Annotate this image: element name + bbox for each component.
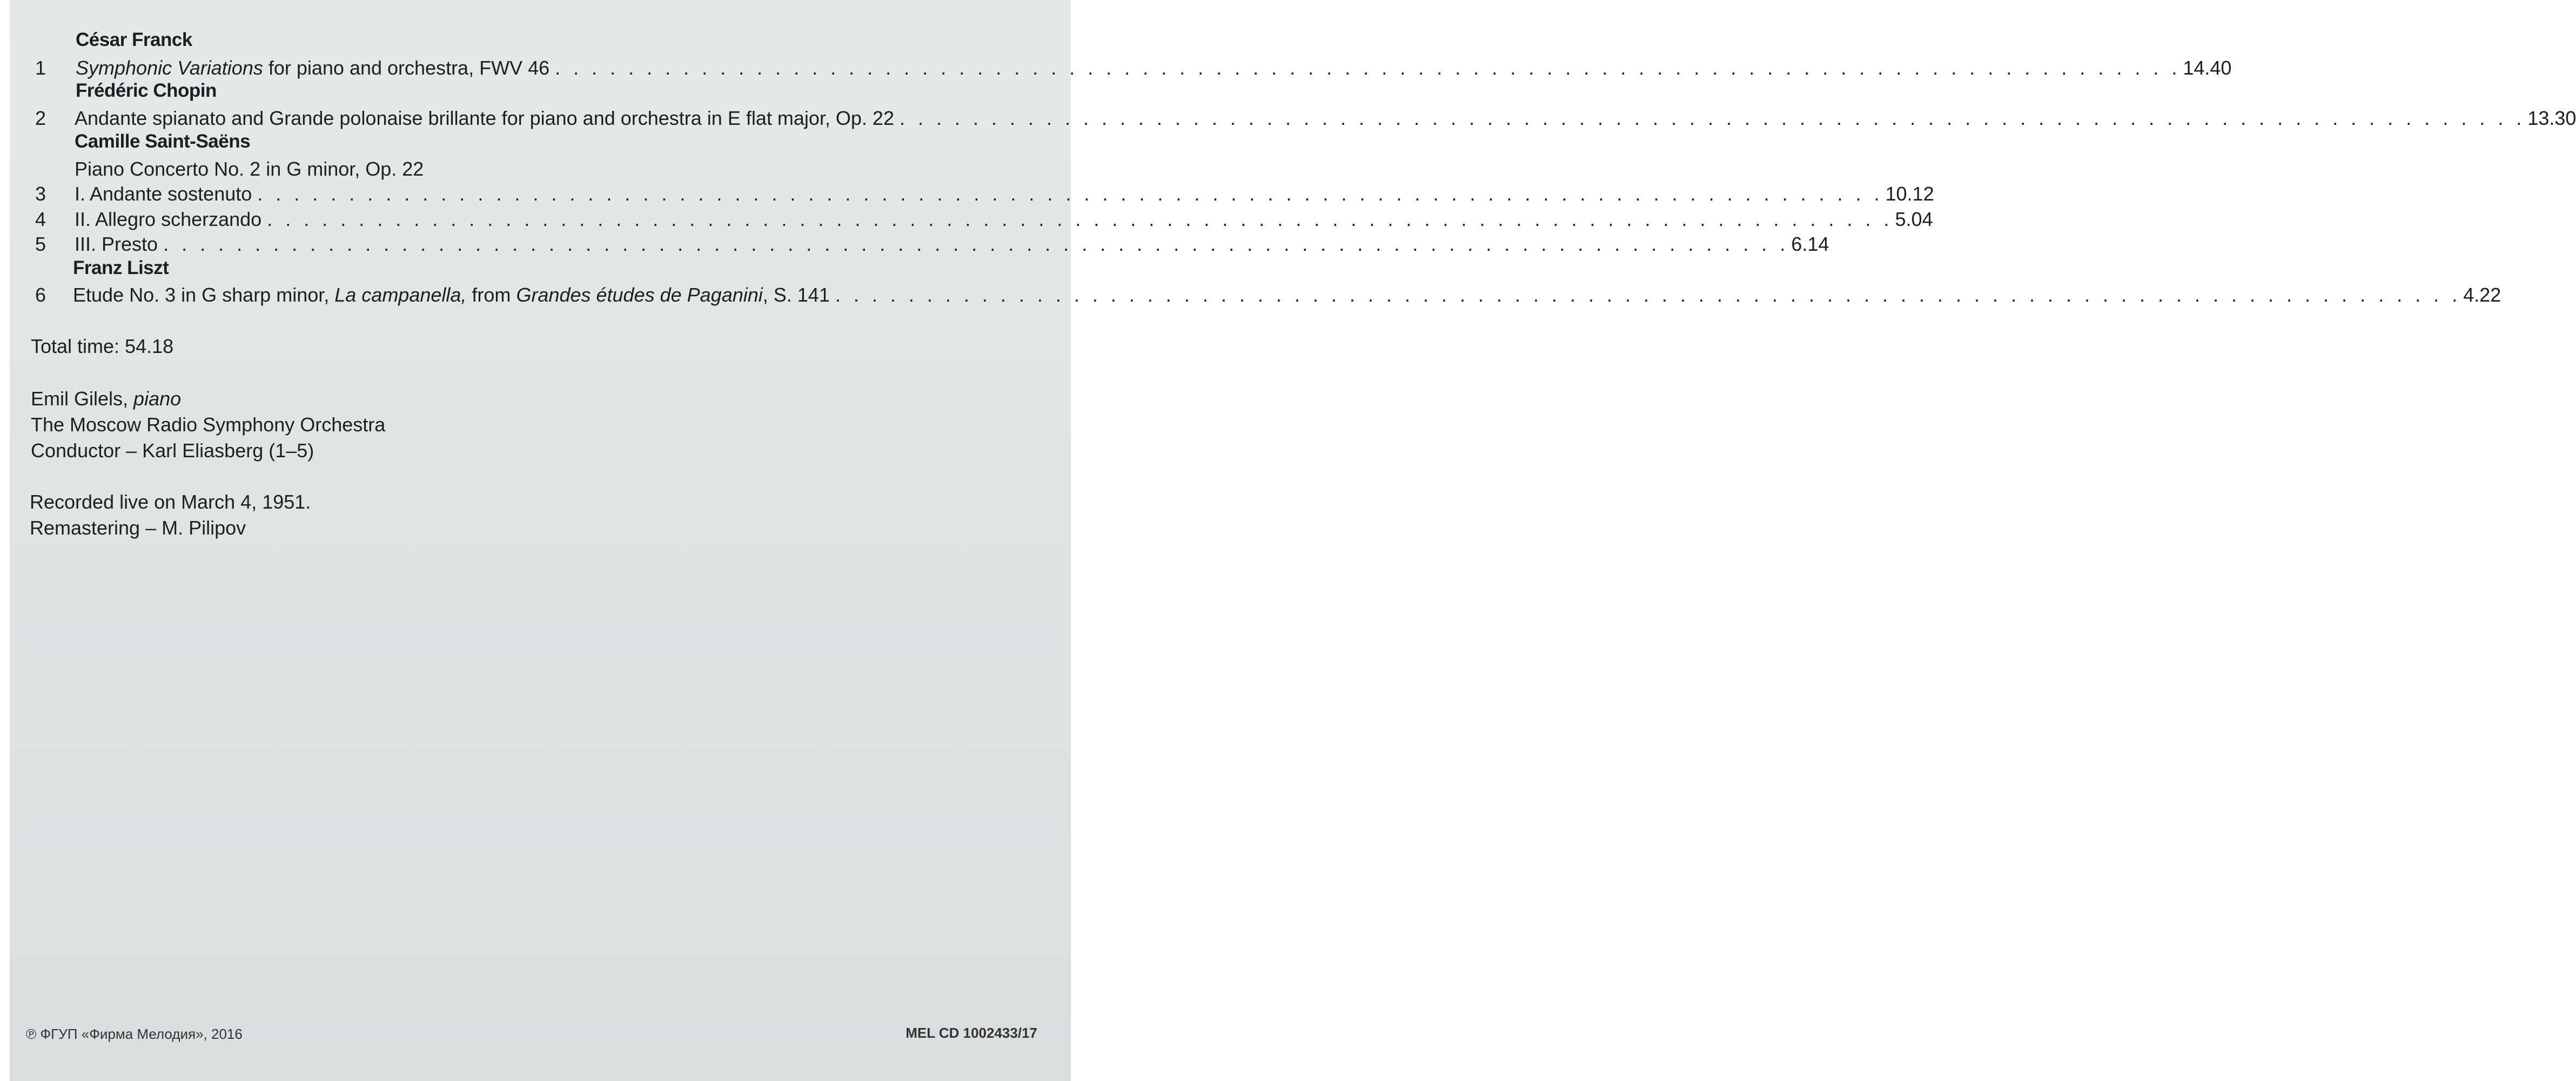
track-row-6 [30,283,2501,308]
total-time: Total time: 54.18 [31,335,174,357]
track-row-2 [30,106,2576,131]
track-row-3 [30,182,1934,206]
soloist: Emil Gilels, piano [31,388,182,410]
dot-leader: . . . . . . . . . . . . . . . . . . . . . . . . . . . . . . . . . . . . . . . . . . . . . . . . . . . . . . . . . . . . . . . . . . . . . . . . . . . . . . . . . . . . . . . . . [835,284,2461,306]
track-row-5 [30,232,1829,257]
dot-leader: . . . . . . . . . . . . . . . . . . . . . . . . . . . . . . . . . . . . . . . . . . . . . . . . . . . . . . . . . . . . . . . . . . . . . . . . . . . . . . . . . . . . . . . . . [555,57,2181,79]
track-title: Andante spianato and Grande polonaise brillante for piano and orchestra in E flat major, Op. 22 [75,107,894,129]
track-title: III. Presto [75,233,158,255]
dot-leader: . . . . . . . . . . . . . . . . . . . . . . . . . . . . . . . . . . . . . . . . . . . . . . . . . . . . . . . . . . . . . . . . . . . . . . . . . . . . . . . . . . . . . . . . . [899,107,2526,129]
track-row-4 [30,207,1933,232]
track-title: I. Andante sostenuto [75,183,252,205]
track-number: 3 [35,183,46,205]
dot-leader: . . . . . . . . . . . . . . . . . . . . . . . . . . . . . . . . . . . . . . . . . . . . . . . . . . . . . . . . . . . . . . . . . . . . . . . . . . . . . . . . . . . . . . . . . [257,183,1883,205]
track-title: Etude No. 3 in G sharp minor, La campanella, from Grandes études de Paganini, S. 141 [73,284,830,306]
track-row-1 [30,56,2232,81]
composer-saint-saens: Camille Saint-Saëns [75,131,251,152]
track-number: 5 [35,233,46,255]
track-number: 1 [35,57,46,79]
track-title: II. Allegro scherzando [75,208,262,230]
orchestra: The Moscow Radio Symphony Orchestra [31,413,386,436]
track-duration: 14.40 [2183,57,2232,79]
track-duration: 10.12 [1885,183,1934,205]
track-title: Symphonic Variations for piano and orchestra, FWV 46 [76,57,550,79]
track-duration: 6.14 [1791,233,1829,255]
composer-liszt: Franz Liszt [73,257,169,278]
conductor: Conductor – Karl Eliasberg (1–5) [31,439,314,462]
track-number: 6 [35,284,46,306]
composer-chopin: Frédéric Chopin [76,80,217,101]
work-title: Piano Concerto No. 2 in G minor, Op. 22 [75,158,424,180]
track-duration: 5.04 [1895,208,1933,230]
catalog-number: MEL CD 1002433/17 [905,1025,1037,1041]
composer-franck: César Franck [76,29,192,50]
remastering-credit: Remastering – M. Pilipov [30,517,246,539]
copyright-notice: ℗ ФГУП «Фирма Мелодия», 2016 [26,1026,243,1042]
recording-date: Recorded live on March 4, 1951. [30,491,311,513]
track-duration: 13.30 [2527,107,2576,129]
dot-leader: . . . . . . . . . . . . . . . . . . . . . . . . . . . . . . . . . . . . . . . . . . . . . . . . . . . . . . . . . . . . . . . . . . . . . . . . . . . . . . . . . . . . . . . . . [267,208,1893,230]
dot-leader: . . . . . . . . . . . . . . . . . . . . . . . . . . . . . . . . . . . . . . . . . . . . . . . . . . . . . . . . . . . . . . . . . . . . . . . . . . . . . . . . . . . . . . . . . [163,233,1789,255]
track-number: 4 [35,208,46,230]
track-number: 2 [35,107,46,129]
track-duration: 4.22 [2463,284,2501,306]
